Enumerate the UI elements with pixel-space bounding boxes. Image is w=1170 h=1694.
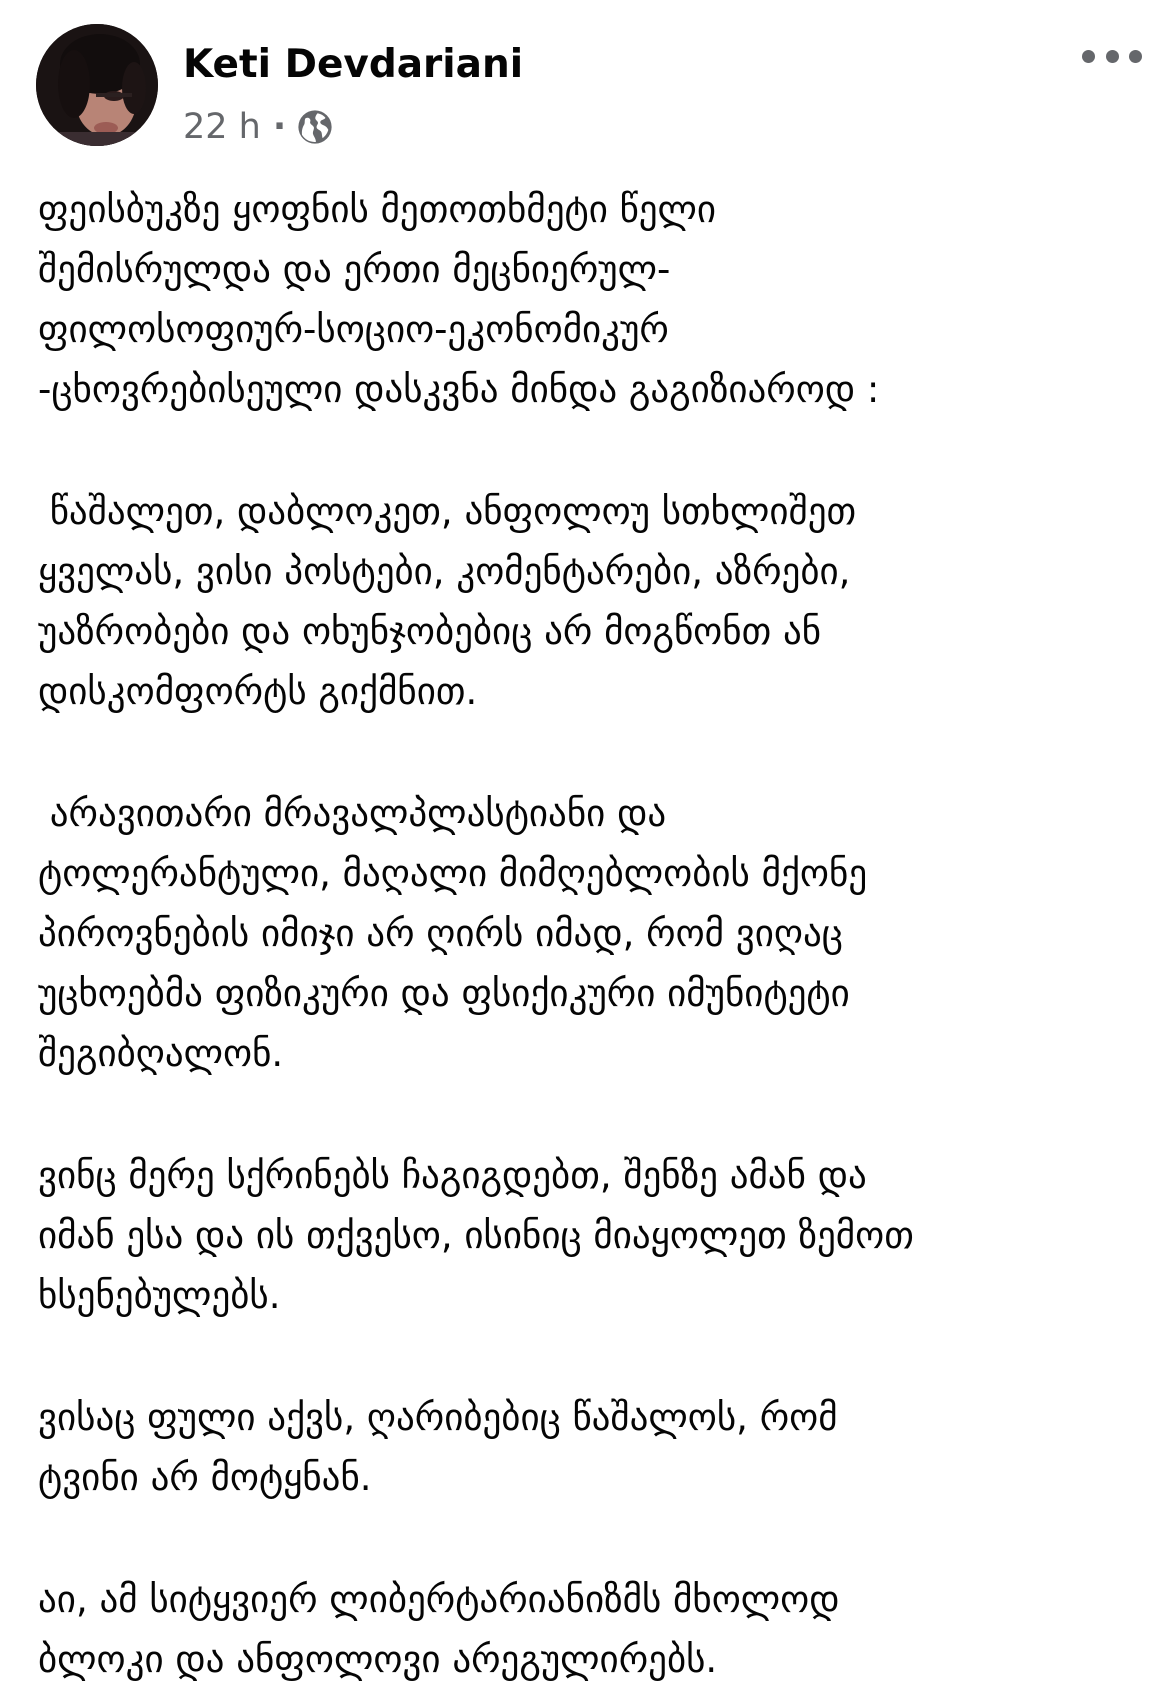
paragraph: [38, 1570, 1148, 1690]
text-line: ვისაც ფული აქვს, ღარიბებიც წაშალოს, რომ: [38, 1396, 838, 1439]
text-line: ვინც მერე სქრინებს ჩაგიგდებთ, შენზე ამან და: [38, 1154, 867, 1197]
text-line: ყველას, ვისი პოსტები, კომენტარები, აზრები,: [38, 550, 851, 593]
text-line: შემისრულდა და ერთი მეცნიერულ-: [38, 248, 671, 291]
text-line: ფეისბუკზე ყოფნის მეთოთხმეტი წელი: [38, 188, 717, 231]
paragraph-gap: [38, 1326, 1148, 1388]
text-line: უცხოებმა ფიზიკური და ფსიქიკური იმუნიტეტი: [38, 972, 850, 1015]
text-line: ბლოკი და ანფოლოვი არეგულირებს.: [38, 1638, 718, 1681]
paragraph-gap: [38, 1084, 1148, 1146]
text-line: ტვინი არ მოტყნან.: [38, 1456, 372, 1499]
avatar[interactable]: [36, 24, 158, 146]
more-dot: [1082, 50, 1095, 63]
text-line: შეგიბღალონ.: [38, 1032, 284, 1075]
post-meta: [183, 104, 334, 150]
paragraph: [38, 784, 1148, 1084]
author-name[interactable]: Keti Devdariani: [183, 42, 524, 87]
paragraph: [38, 482, 1148, 722]
text-line: იმან ესა და ის თქვესო, ისინიც მიაყოლეთ ზემოთ: [38, 1214, 914, 1257]
globe-icon[interactable]: [296, 108, 334, 146]
paragraph: [38, 180, 1148, 420]
more-dot: [1106, 50, 1119, 63]
meta-separator: ·: [272, 107, 287, 147]
paragraph-gap: [38, 1508, 1148, 1570]
text-line: ტოლერანტული, მაღალი მიმღებლობის მქონე: [38, 852, 868, 895]
more-dot: [1129, 50, 1142, 63]
post-time[interactable]: 22 h: [183, 107, 261, 147]
text-line: უაზრობები და ოხუნჯობებიც არ მოგწონთ ან: [38, 610, 822, 653]
text-line: დისკომფორტს გიქმნით.: [38, 670, 478, 713]
post-text: [38, 180, 1148, 1690]
paragraph: [38, 1146, 1148, 1326]
text-line: აი, ამ სიტყვიერ ლიბერტარიანიზმს მხოლოდ: [38, 1578, 840, 1621]
text-line: პიროვნების იმიჯი არ ღირს იმად, რომ ვიღაც: [38, 912, 843, 955]
avatar-photo: [36, 24, 158, 146]
text-line: არავითარი მრავალპლასტიანი და: [38, 792, 667, 835]
globe-icon-glyph: [296, 108, 334, 146]
post-header: [0, 0, 1170, 160]
text-line: ფილოსოფიურ-სოციო-ეკონომიკურ: [38, 308, 669, 351]
text-line: -ცხოვრებისეული დასკვნა მინდა გაგიზიაროდ :: [38, 368, 880, 411]
text-line: წაშალეთ, დაბლოკეთ, ანფოლოუ სთხლიშეთ: [38, 490, 857, 533]
text-line: ხსენებულებს.: [38, 1274, 281, 1317]
paragraph: [38, 1388, 1148, 1508]
more-options-icon[interactable]: [1082, 36, 1142, 76]
paragraph-gap: [38, 420, 1148, 482]
paragraph-gap: [38, 722, 1148, 784]
